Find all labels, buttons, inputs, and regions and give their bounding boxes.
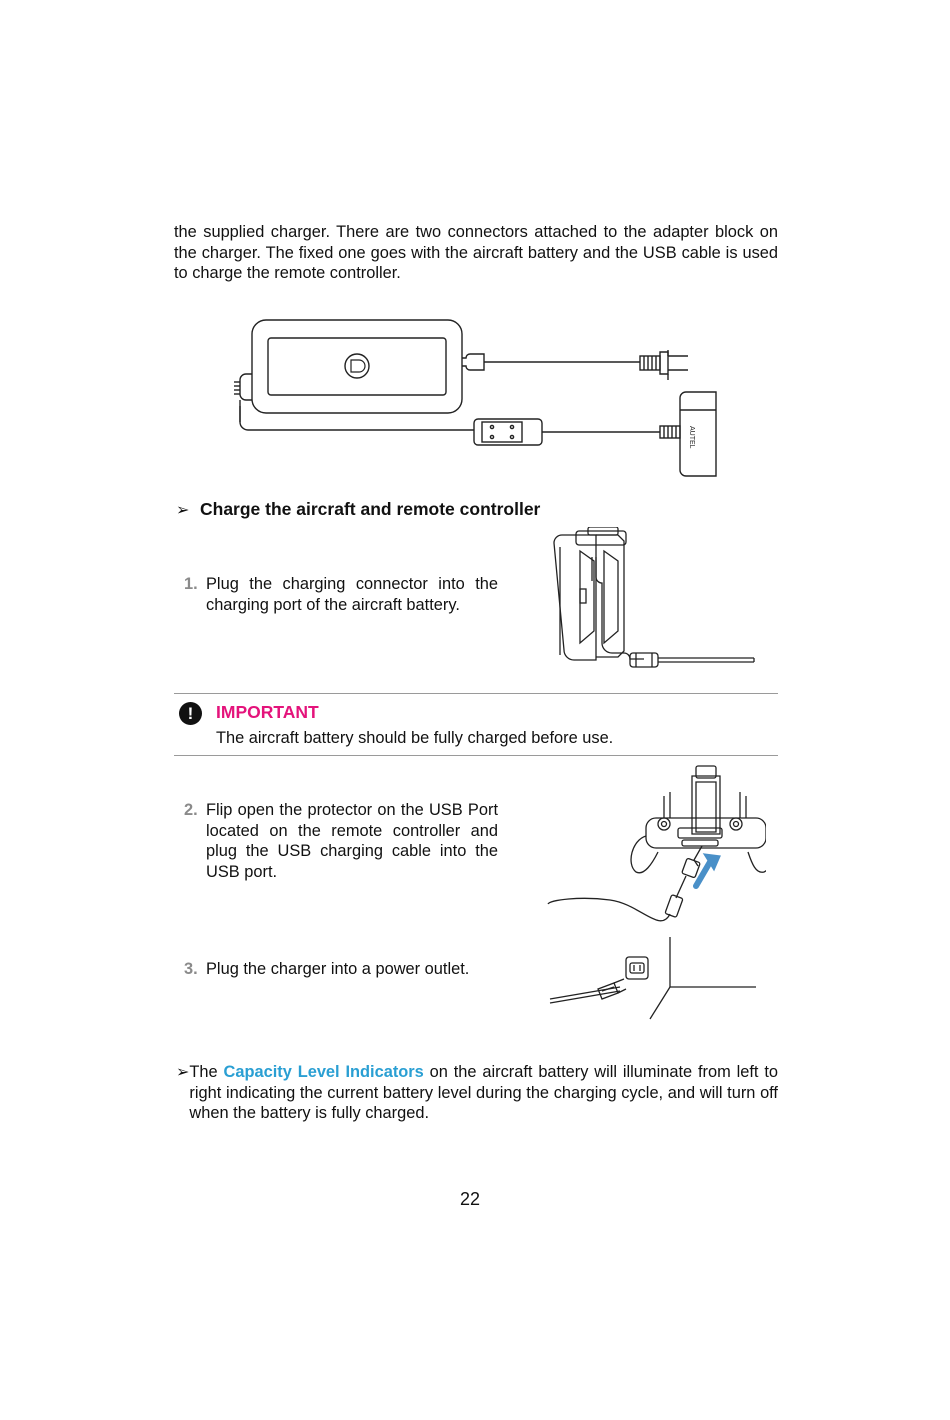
important-notice (174, 693, 778, 756)
step-text: Plug the charger into a power outlet. (206, 960, 470, 978)
section-heading-text: Charge the aircraft and remote controller (200, 499, 541, 519)
exclamation-icon: ! (179, 702, 202, 725)
step-number: 1. (184, 575, 198, 593)
important-text: The aircraft battery should be fully charged before use. (216, 729, 614, 747)
page-number: 22 (459, 1189, 481, 1209)
step-2 (184, 800, 498, 882)
arrowhead-bullet-icon: ➢ (176, 500, 190, 519)
battery-charging-illustration (546, 527, 758, 677)
important-title: IMPORTANT (216, 702, 319, 722)
power-outlet-illustration (546, 935, 758, 1025)
section-heading (176, 499, 540, 520)
remote-controller-illustration (546, 762, 766, 922)
intro-paragraph: the supplied charger. There are two connectors attached to the adapter block on the charger. The fixed one goes with the aircraft battery and the USB cable is used to charge the remote controller. (174, 223, 778, 282)
step-number: 2. (184, 801, 198, 819)
capacity-level-indicators-highlight: Capacity Level Indicators (223, 1063, 424, 1081)
step-number: 3. (184, 960, 198, 978)
charger-illustration (230, 318, 730, 483)
note-prefix: The (189, 1063, 224, 1081)
step-text: Flip open the protector on the USB Port located on the remote controller and plug the USB charging cable into the USB port. (206, 801, 498, 881)
note-suffix: on the aircraft battery will illuminate from left to right indicating the current battery level during the charging cycle, and will turn off when the battery is fully charged. (189, 1063, 778, 1122)
svg-text:AUTEL: AUTEL (688, 426, 695, 449)
step-text: Plug the charging connector into the charging port of the aircraft battery. (206, 575, 498, 614)
step-3 (184, 959, 498, 980)
arrowhead-bullet-icon: ➢ (176, 1062, 190, 1081)
capacity-note-text (189, 1062, 778, 1124)
step-1 (184, 574, 498, 615)
capacity-indicator-note (176, 1062, 778, 1124)
